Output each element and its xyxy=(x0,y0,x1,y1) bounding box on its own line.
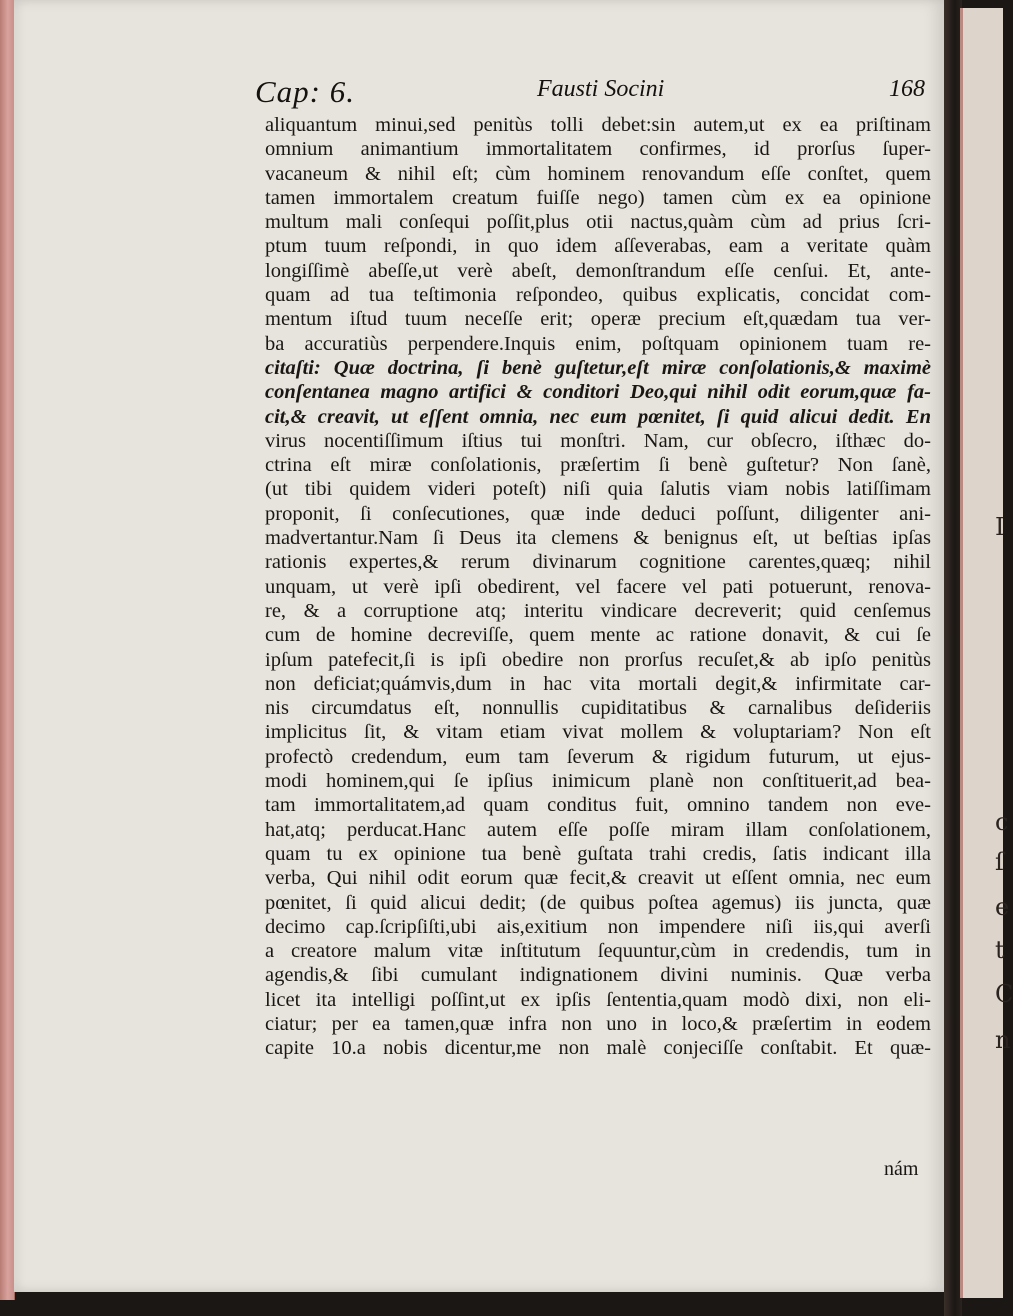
facing-page-char: ſ xyxy=(995,848,1004,876)
text-line: quam ad tua teſtimonia reſpondeo, quibus explicatis, concidat com- xyxy=(265,284,931,307)
facing-page-char: C xyxy=(995,980,1013,1008)
facing-page-char: n xyxy=(995,1026,1011,1054)
text-line: ba accuratiùs perpendere.Inquis enim, poſtquam opinionem tuam re- xyxy=(265,332,931,355)
facing-page-char: c xyxy=(995,808,1009,836)
text-line: virus nocentiſſimum iſtius tui monſtri. Nam, cur obſecro, iſthæc do- xyxy=(265,429,931,452)
text-line: hat,atq; perducat.Hanc autem eſſe poſſe miram illam conſolationem, xyxy=(265,818,931,841)
text-line: profectò credendum, eum tam ſeverum & rigidum futurum, ut ejus- xyxy=(265,745,931,768)
text-line: modi hominem,qui ſe ipſius inimicum planè non conſtituerit,ad bea- xyxy=(265,770,931,793)
text-line: longiſſimè abeſſe,ut verè abeſt, demonſtrandum eſſe cenſui. Et, ante- xyxy=(265,259,931,282)
quotation-line: citaſti: Quæ doctrina, ſi benè guſtetur,eſt miræ conſolationis,& maximè xyxy=(265,356,931,379)
page-number: 168 xyxy=(889,76,925,102)
text-line: licet ita intelligi poſſint,ut ex ipſis ſententia,quam modò dixi, non eli- xyxy=(265,988,931,1011)
facing-page-char: e xyxy=(995,893,1010,921)
quotation-line: cit,& creavit, ut eſſent omnia, nec eum pœnitet, ſi quid alicui dedit. En xyxy=(265,405,931,428)
text-line: tam immortalitatem,ad quam conditus fuit, omnino tandem non eve- xyxy=(265,794,931,817)
chapter-label: Cap: 6. xyxy=(255,74,355,109)
text-line: re, & a corruptione atq; interitu vindicare decreverit; quid cenſemus xyxy=(265,599,931,622)
text-line: ciatur; per ea tamen,quæ infra non uno in loco,& præſertim in eodem xyxy=(265,1012,931,1035)
running-header xyxy=(255,74,925,114)
body-text xyxy=(265,113,931,1061)
text-line: aliquantum minui,sed penitùs tolli debet:sin autem,ut ex ea priſtinam xyxy=(265,114,931,136)
text-line: unquam, ut verè ipſi obedirent, vel facere vel pati potuerunt, renova- xyxy=(265,575,931,598)
text-line: nis circumdatus eſt, nonnullis cupiditatibus & carnalibus deſideriis xyxy=(265,697,931,720)
text-line: tamen immortalem creatum fuiſſe nego) tamen cùm ex ea opinione xyxy=(265,186,931,209)
text-line: verba, Qui nihil odit eorum quæ fecit,& creavit ut eſſent omnia, nec eum xyxy=(265,867,931,890)
text-line: ipſum patefecit,ſi is ipſi obedire non prorſus recuſet,& ab ipſo penitùs xyxy=(265,648,931,671)
quotation-line: conſentanea magno artifici & conditori Deo,qui nihil odit eorum,quæ fa- xyxy=(265,381,931,404)
text-line: vacaneum & nihil eſt; cùm hominem renovandum eſſe conſtet, quem xyxy=(265,162,931,185)
text-line: ctrina eſt miræ conſolationis, præſertim ſi benè guſtetur? Non ſanè, xyxy=(265,454,931,477)
text-line: capite 10.a nobis dicentur,me non malè conjeciſſe conſtabit. Et quæ- xyxy=(265,1037,931,1060)
text-line: quam tu ex opinione tua benè guſtata trahi credis, ſatis indicant illa xyxy=(265,842,931,865)
text-line: pœnitet, ſi quid alicui dedit; (de quibus poſtea agemus) iis juncta, quæ xyxy=(265,891,931,914)
text-line: decimo cap.ſcripſiſti,ubi ais,exitium non impendere niſi iis,qui averſi xyxy=(265,915,931,938)
text-line: non deficiat;quámvis,dum in hac vita mortali degit,& infirmitate car- xyxy=(265,672,931,695)
facing-page-char: t xyxy=(995,936,1005,964)
text-line: a creatore malum vitæ inſtitutum ſequuntur,cùm in credendis, tum in xyxy=(265,940,931,963)
text-line: cum de homine decreviſſe, quem mente ac ratione donavit, & cui ſe xyxy=(265,624,931,647)
catchword: nám xyxy=(884,1158,919,1180)
text-line: madvertantur.Nam ſi Deus ita clemens & benignus eſt, ut beſtias ipſas xyxy=(265,527,931,550)
text-line: rationis expertes,& rerum divinarum cognitione carentes,quæq; nihil xyxy=(265,551,931,574)
page-stack-edge xyxy=(0,0,15,1300)
running-title: Fausti Socini xyxy=(537,76,665,102)
text-line: ptum tuum reſpondi, in quo idem aſſeverabas, eam a veritate quàm xyxy=(265,235,931,258)
text-line: omnium animantium immortalitatem confirmes, id prorſus ſuper- xyxy=(265,138,931,161)
text-line: multum mali conſequi poſſit,plus otii nactus,quàm cùm ad prius ſcri- xyxy=(265,211,931,234)
text-line: agendis,& ſibi cumulant indignationem divini numinis. Quæ verba xyxy=(265,964,931,987)
text-line: mentum iſtud tuum neceſſe erit; operæ precium eſt,quædam tua ver- xyxy=(265,308,931,331)
facing-page-char: I xyxy=(995,513,1005,541)
facing-page-edge xyxy=(960,8,1013,1298)
text-line: proponit, ſi conſecutiones, quæ inde deduci poſſunt, diligenter ani- xyxy=(265,502,931,525)
text-line: (ut tibi quidem videri poteſt) niſi quia ſalutis viam nobis latiſſimam xyxy=(265,478,931,501)
text-line: implicitus ſit, & vitam etiam vivat mollem & voluptariam? Non eſt xyxy=(265,721,931,744)
